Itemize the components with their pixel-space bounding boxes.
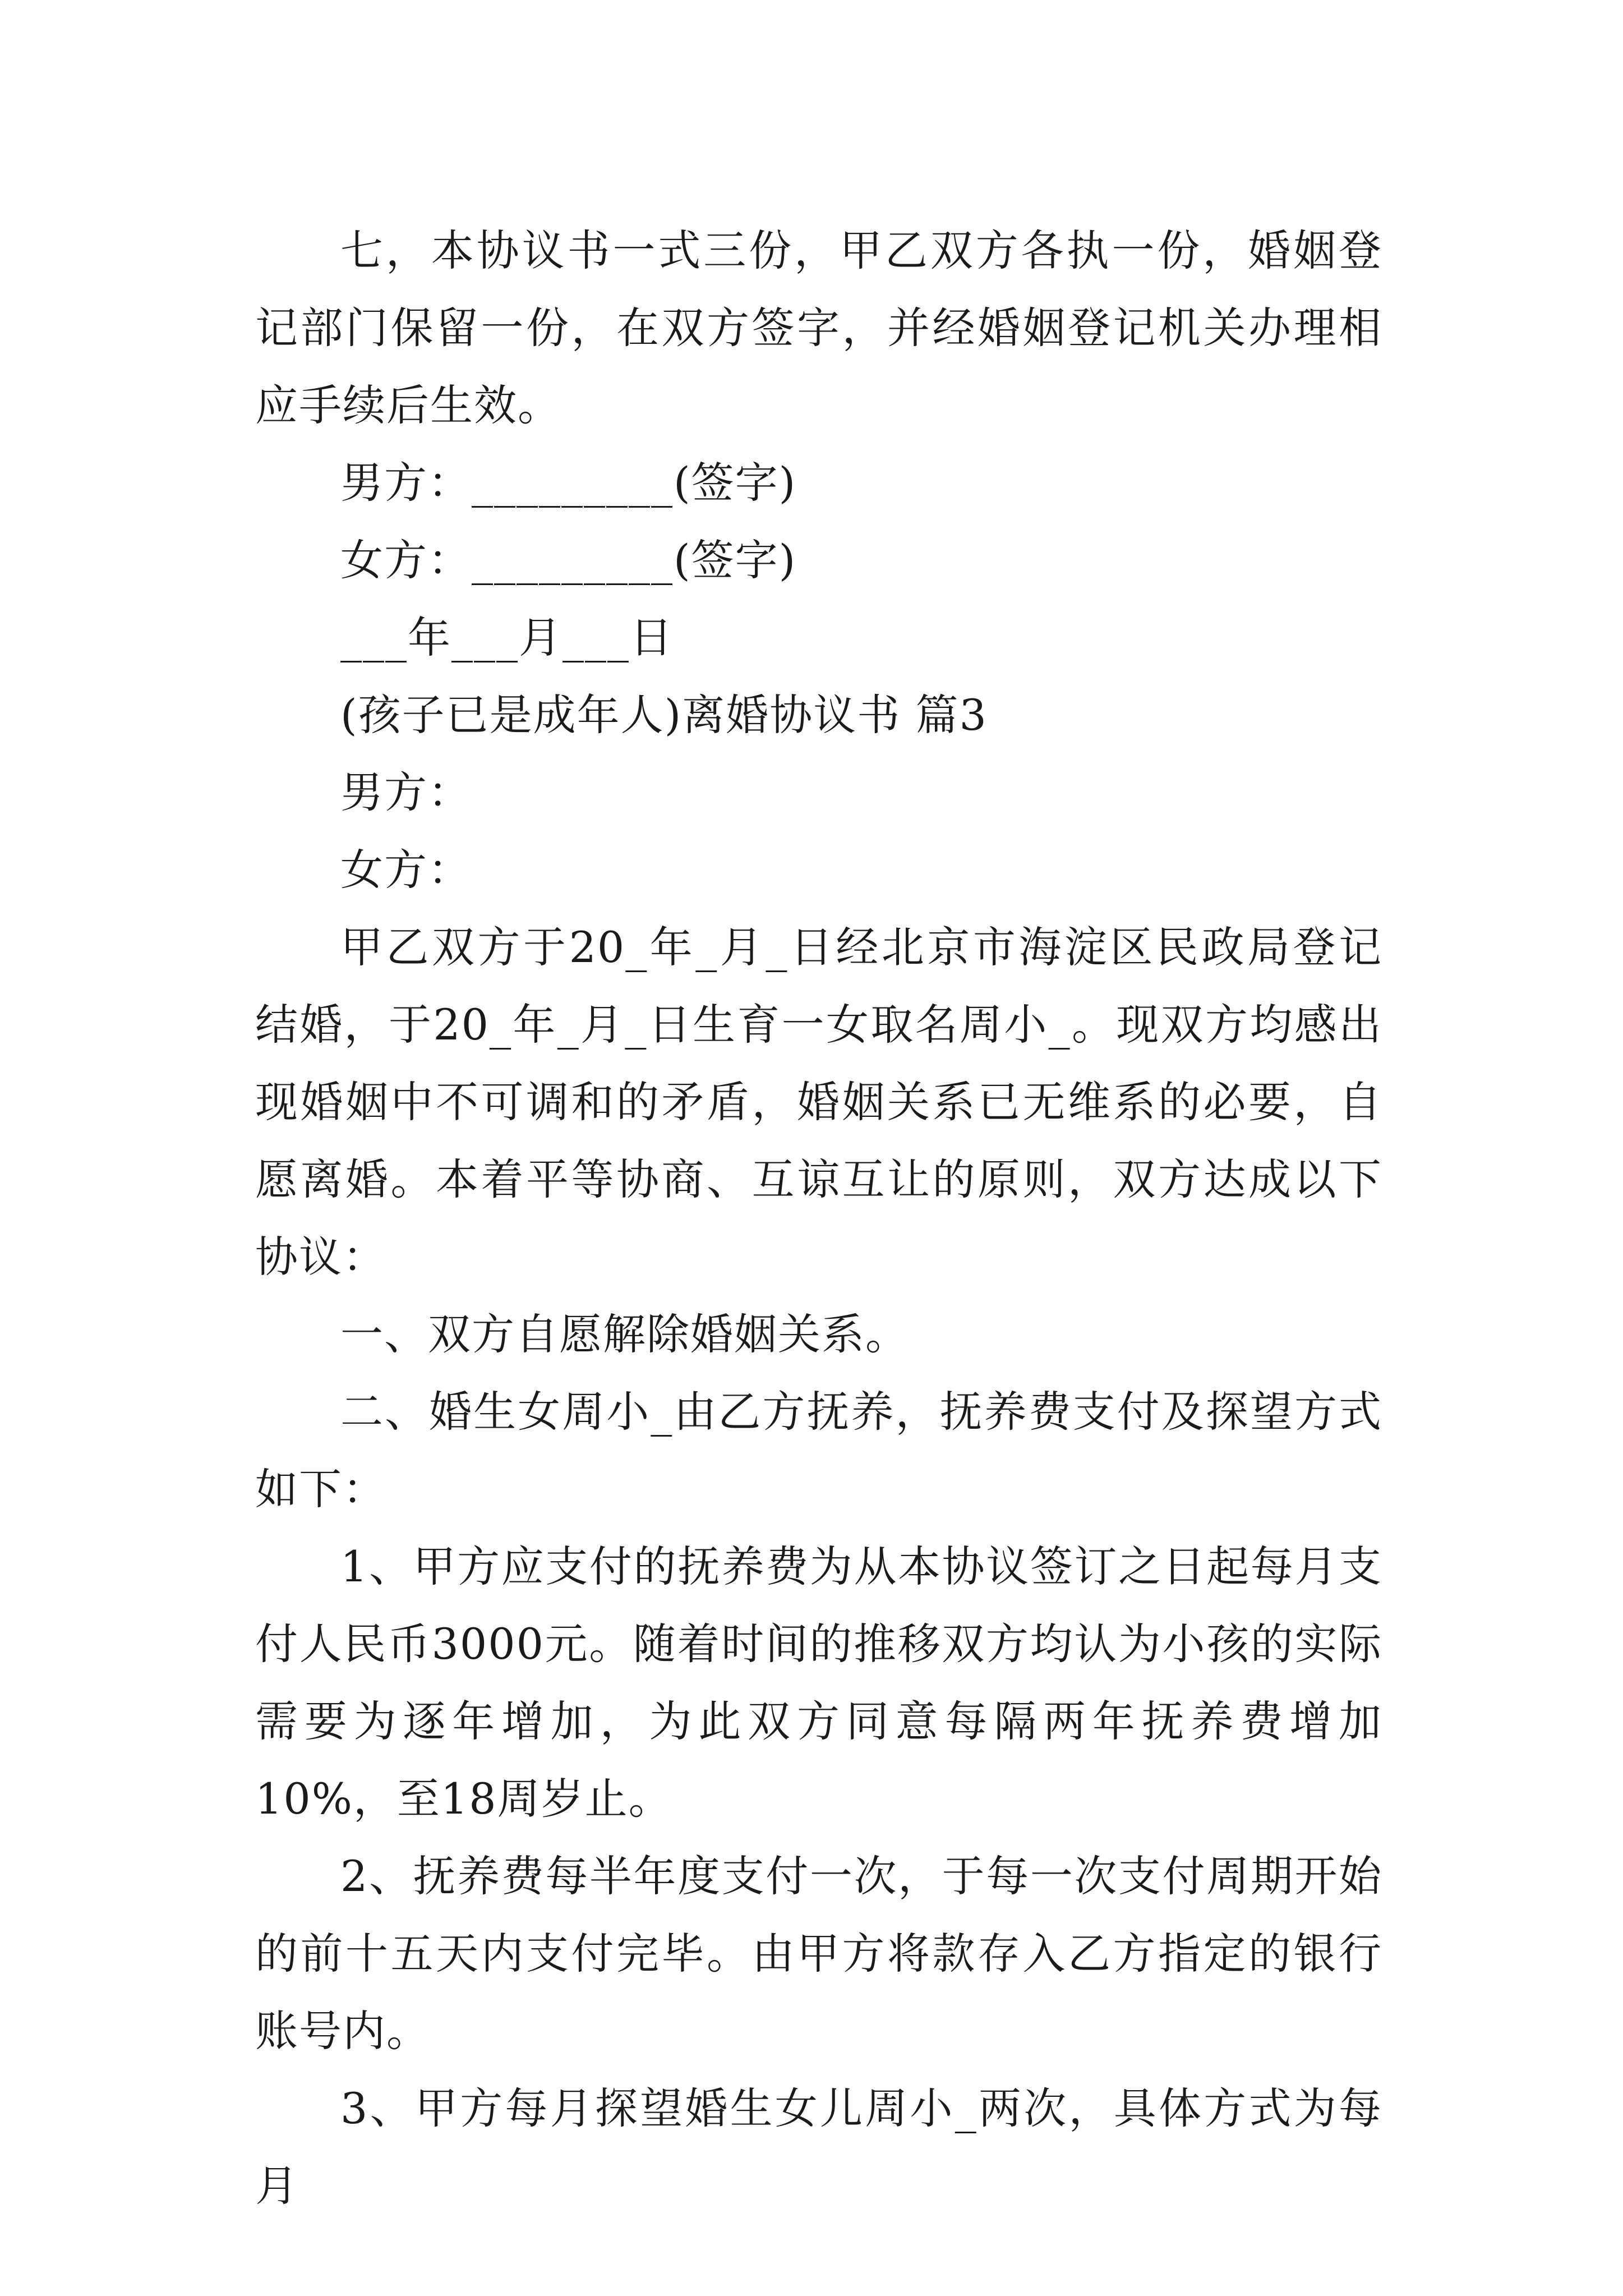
female-party-label: 女方： [340, 845, 472, 895]
paragraph-clause-two: 二、婚生女周小_由乙方抚养，抚养费支付及探望方式如下： [255, 1387, 1382, 1514]
male-party-label: 男方： [340, 767, 472, 817]
paragraph-item-three: 3、甲方每月探望婚生女儿周小_两次，具体方式为每月 [255, 2083, 1382, 2211]
male-signature-line: 男方：_________(签字) [340, 458, 797, 508]
section-title: (孩子已是成年人)离婚协议书 篇3 [340, 690, 988, 740]
paragraph-preamble: 甲乙双方于20_年_月_日经北京市海淀区民政局登记结婚，于20_年_月_日生育一女取名周小_。现双方均感出现婚姻中不可调和的矛盾，婚姻关系已无维系的必要，自愿离婚。本着平等协商、互谅互让的原则，双方达成以下协议： [255, 922, 1382, 1282]
paragraph-item-two: 2、抚养费每半年度支付一次，于每一次支付周期开始的前十五天内支付完毕。由甲方将款存入乙方指定的银行账号内。 [255, 1851, 1382, 2056]
date-line: ___年___月___日 [340, 613, 674, 662]
paragraph-clause-seven: 七，本协议书一式三份，甲乙双方各执一份，婚姻登记部门保留一份，在双方签字，并经婚姻登记机关办理相应手续后生效。 [255, 226, 1382, 430]
female-signature-line: 女方：_________(签字) [340, 535, 797, 585]
paragraph-item-one: 1、甲方应支付的抚养费为从本协议签订之日起每月支付人民币3000元。随着时间的推移双方均认为小孩的实际需要为逐年增加，为此双方同意每隔两年抚养费增加10%，至18周岁止。 [255, 1542, 1382, 1824]
paragraph-clause-one: 一、双方自愿解除婚姻关系。 [340, 1309, 909, 1359]
document-body [255, 212, 1382, 2225]
